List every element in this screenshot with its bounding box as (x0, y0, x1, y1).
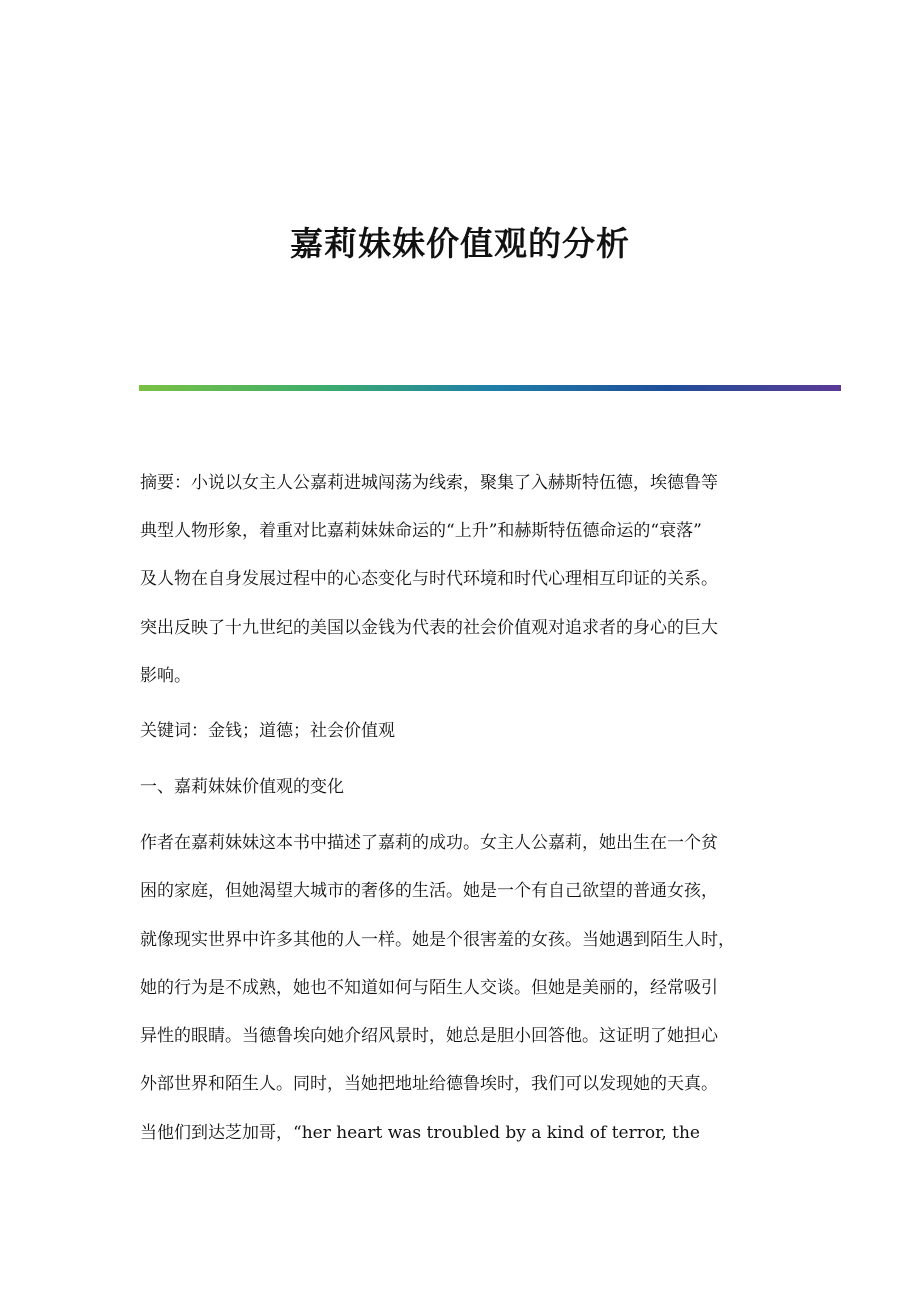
keywords: 关键词：金钱；道德；社会价值观 (140, 721, 395, 741)
body-line: 就像现实世界中许多其他的人一样。她是个很害羞的女孩。当她遇到陌生人时， (140, 930, 735, 950)
document-title: 嘉莉妹妹价值观的分析 (290, 224, 630, 263)
abstract-line: 摘要：小说以女主人公嘉莉进城闯荡为线索，聚集了入赫斯特伍德，埃德鲁等 (140, 473, 718, 493)
abstract-line: 突出反映了十九世纪的美国以金钱为代表的社会价值观对追求者的身心的巨大 (140, 618, 718, 638)
gradient-divider (139, 385, 841, 391)
body-line: 外部世界和陌生人。同时，当她把地址给德鲁埃时，我们可以发现她的天真。 (140, 1074, 718, 1094)
body-line: 异性的眼睛。当德鲁埃向她介绍风景时，她总是胆小回答他。这证明了她担心 (140, 1026, 718, 1046)
abstract-line: 影响。 (140, 666, 191, 686)
abstract-line: 及人物在自身发展过程中的心态变化与时代环境和时代心理相互印证的关系。 (140, 569, 718, 589)
body-line: 她的行为是不成熟，她也不知道如何与陌生人交谈。但她是美丽的，经常吸引 (140, 978, 718, 998)
section-heading: 一、嘉莉妹妹价值观的变化 (140, 777, 344, 797)
body-line: 困的家庭，但她渴望大城市的奢侈的生活。她是一个有自己欲望的普通女孩， (140, 881, 718, 901)
body-line: 当他们到达芝加哥，“her heart was troubled by a kind of terror, the (140, 1123, 700, 1143)
abstract-line: 典型人物形象，着重对比嘉莉妹妹命运的“上升”和赫斯特伍德命运的“衰落” (140, 521, 702, 541)
body-line: 作者在嘉莉妹妹这本书中描述了嘉莉的成功。女主人公嘉莉，她出生在一个贫 (140, 833, 718, 853)
